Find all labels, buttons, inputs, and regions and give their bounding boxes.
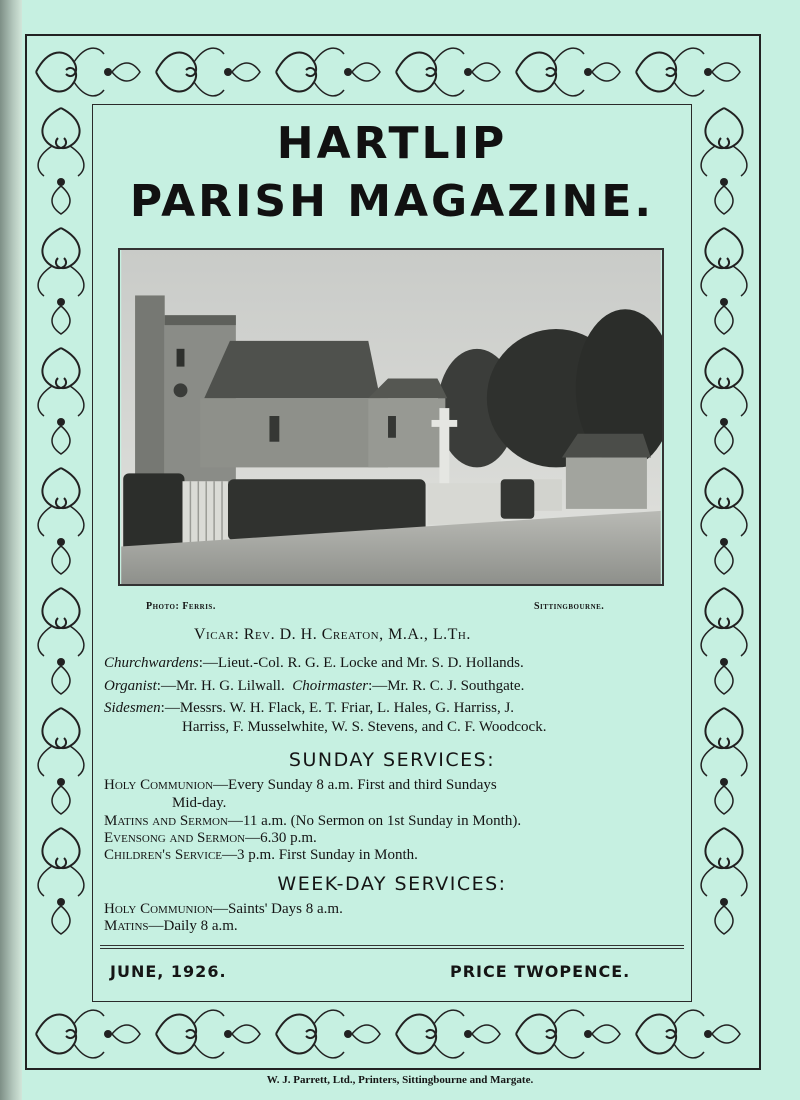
childrens-service-label: Children's Service xyxy=(104,847,223,863)
choirmaster-label: Choirmaster xyxy=(292,678,369,694)
left-floral-border xyxy=(30,104,92,1002)
bottom-floral-border xyxy=(30,1002,756,1066)
weekday-holy-communion-label: Holy Communion xyxy=(104,901,214,917)
issue-date: JUNE, 1926. xyxy=(110,962,227,981)
churchwardens-label: Churchwardens xyxy=(104,655,199,671)
vicar-label: Vicar: xyxy=(194,626,240,643)
matins-sermon-label: Matins and Sermon xyxy=(104,813,228,829)
printer-imprint: W. J. Parrett, Ltd., Printers, Sittingbourne and Margate. xyxy=(266,1074,534,1086)
weekday-holy-communion-line xyxy=(104,901,343,918)
vicar-line xyxy=(194,626,471,644)
weekday-matins-label: Matins xyxy=(104,918,149,934)
weekday-services-heading: WEEK-DAY SERVICES: xyxy=(277,873,507,895)
sidesmen-label: Sidesmen xyxy=(104,700,161,716)
choirmaster-text: :—Mr. R. C. J. Southgate. xyxy=(368,678,525,694)
sidesmen-text-1: :—Messrs. W. H. Flack, E. T. Friar, L. Hales, G. Harriss, J. xyxy=(160,700,515,716)
footer-rule-2 xyxy=(100,948,684,949)
sunday-holy-communion-text: —Every Sunday 8 a.m. First and third Sundays xyxy=(213,777,497,793)
evensong-line xyxy=(104,830,317,847)
organist-text: :—Mr. H. G. Lilwall. xyxy=(156,678,285,694)
book-binding-shadow xyxy=(0,0,22,1100)
sunday-holy-communion-line-2: Mid-day. xyxy=(172,795,227,811)
childrens-service-line xyxy=(104,847,418,864)
sidesmen-line-1 xyxy=(104,700,514,717)
weekday-holy-communion-text: —Saints' Days 8 a.m. xyxy=(213,901,343,917)
issue-price: PRICE TWOPENCE. xyxy=(450,962,631,981)
sidesmen-line-2: Harriss, F. Musselwhite, W. S. Stevens, and C. F. Woodcock. xyxy=(182,719,547,735)
masthead-line-1: HARTLIP xyxy=(276,118,508,169)
evensong-text: —6.30 p.m. xyxy=(245,830,317,846)
sunday-services-heading: SUNDAY SERVICES: xyxy=(288,749,496,771)
masthead-line-2: PARISH MAGAZINE. xyxy=(129,176,655,227)
matins-sermon-line xyxy=(104,813,521,830)
church-photograph xyxy=(118,248,664,586)
top-floral-border xyxy=(30,40,756,104)
organist-line xyxy=(104,678,524,695)
vicar-name: Rev. D. H. Creaton, M.A., L.Th. xyxy=(243,626,471,643)
organist-label: Organist xyxy=(104,678,157,694)
photo-credit-right: Sittingbourne. xyxy=(534,601,605,612)
childrens-service-text: —3 p.m. First Sunday in Month. xyxy=(222,847,418,863)
weekday-matins-line xyxy=(104,918,238,935)
photo-credit-left: Photo: Ferris. xyxy=(146,601,216,612)
evensong-label: Evensong and Sermon xyxy=(104,830,246,846)
sunday-holy-communion-line xyxy=(104,777,497,794)
footer-rule xyxy=(100,945,684,946)
sunday-holy-communion-label: Holy Communion xyxy=(104,777,214,793)
right-floral-border xyxy=(692,104,756,1002)
weekday-matins-text: —Daily 8 a.m. xyxy=(148,918,238,934)
matins-sermon-text: —11 a.m. (No Sermon on 1st Sunday in Month). xyxy=(227,813,522,829)
churchwardens-line xyxy=(104,655,524,672)
churchwardens-text: :—Lieut.-Col. R. G. E. Locke and Mr. S. D. Hollands. xyxy=(198,655,524,671)
